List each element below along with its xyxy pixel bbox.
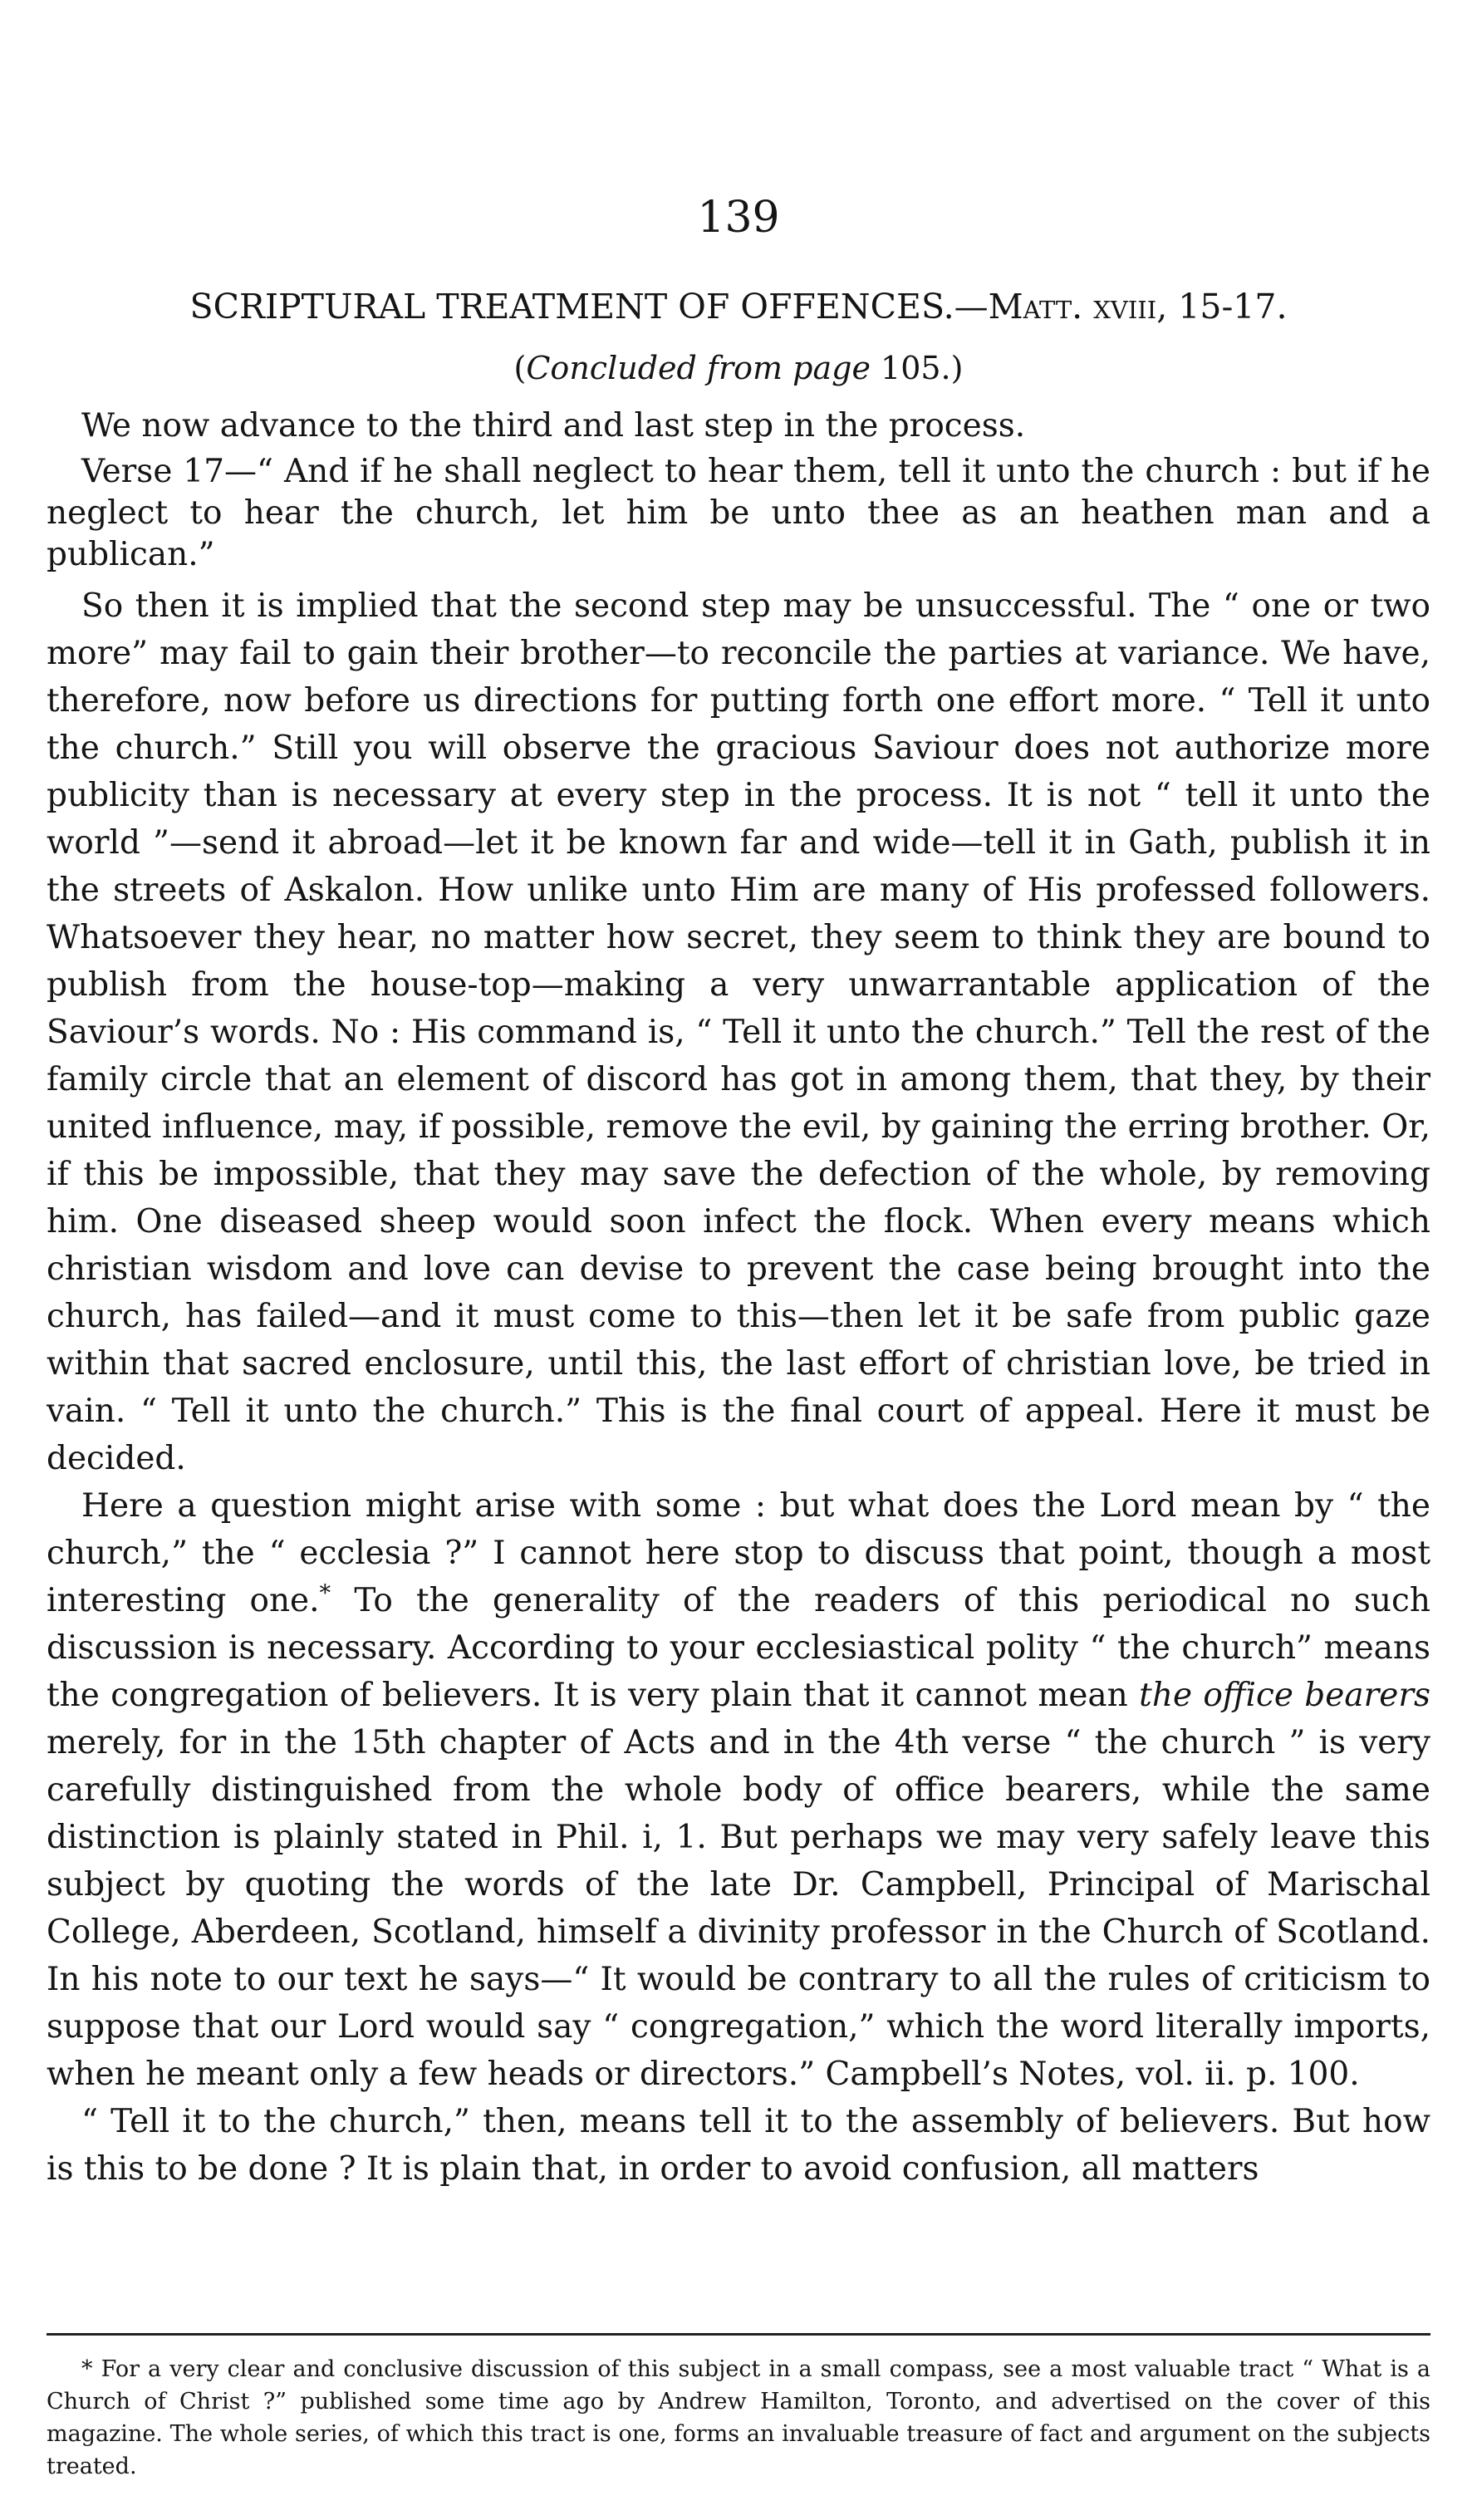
paragraph-church-meaning	[47, 1482, 1430, 2098]
footnote-divider	[47, 2333, 1430, 2336]
article-title-main: SCRIPTURAL TREATMENT OF OFFENCES.—	[189, 287, 989, 327]
paragraph-church-meaning-part2: To the generality of the readers of this periodical no such discussion is necessary. According to your ecclesiastical polity “ the church” means the congregation of believers. It is very plain that it cannot mean	[47, 1582, 1431, 1714]
continuation-open-paren: (	[513, 350, 527, 386]
continuation-label: Concluded from page	[526, 350, 871, 386]
footnote-reference-mark: *	[319, 1580, 331, 1607]
paragraph-tell-church: “ Tell it to the church,” then, means tell it to the assembly of believers. But how is this to be done ? It is plain that, in order to avoid confusion, all matters	[47, 2103, 1430, 2188]
continuation-close-paren: )	[950, 350, 964, 386]
paragraph-intro: We now advance to the third and last step in the process.	[81, 407, 1026, 445]
paragraph-church-meaning-part3: merely, for in the 15th chapter of Acts and in the 4th verse “ the church ” is very carefully distinguished from the whole body of office bearers, while the same distinction is plainly stated in Phil. i, 1. But perhaps we may very safely leave this subject by quoting the words of the late Dr. Campbell, Principal of Marischal College, Aberdeen, Scotland, himself a divinity professor in the Church of Scotland. In his note to our text he says—“ It would be contrary to all the rules of criticism to suppose that our Lord would say “ congregation,” which the word literally imports, when he meant only a few heads or directors.” Campbell’s Notes, vol. ii. p. 100.	[47, 1724, 1430, 2093]
paragraph-church-meaning-italic: the office bearers	[1139, 1677, 1430, 1714]
scripture-reference: Matt. xviii, 15-17.	[988, 287, 1288, 327]
footnote: * For a very clear and conclusive discussion of this subject in a small compass, see a most valuable tract “ What is a Church of Christ ?” published some time ago by Andrew Hamilton, Toronto, and advertised on the cover of this magazine. The whole series, of which this tract is one, forms an invaluable treasure of fact and argument on the subjects treated.	[47, 2356, 1430, 2479]
paragraph-second-step: So then it is implied that the second step may be unsuccessful. The “ one or two more” may fail to gain their brother—to reconcile the parties at variance. We have, therefore, now before us directions for putting forth one effort more. “ Tell it unto the church.” Still you will observe the gracious Saviour does not authorize more publicity than is necessary at every step in the process. It is not “ tell it unto the world ”—send it abroad—let it be known far and wide—tell it in Gath, publish it in the streets of Askalon. How unlike unto Him are many of His professed followers. Whatsoever they hear, no matter how secret, they seem to think they are bound to publish from the house-top—making a very unwarrantable application of the Saviour’s words. No : His command is, “ Tell it unto the church.” Tell the rest of the family circle that an element of discord has got in among them, that they, by their united influence, may, if possible, remove the evil, by gaining the erring brother. Or, if this be impossible, that they may save the defection of the whole, by removing him. One diseased sheep would soon infect the flock. When every means which christian wisdom and love can devise to prevent the case being brought into the church, has failed—and it must come to this—then let it be safe from public gaze within that sacred enclosure, until this, the last effort of christian love, be tried in vain. “ Tell it unto the church.” This is the final court of appeal. Here it must be decided.	[47, 587, 1430, 1477]
continuation-note	[47, 347, 1430, 389]
continuation-page: 105.	[870, 350, 951, 386]
article-body	[47, 402, 1430, 2193]
paragraph-church-meaning-part1: Here a question might arise with some : but what does the Lord mean by “ the church,” the “ ecclesia ?” I cannot here stop to discuss that point, though a most interesting one.	[47, 1487, 1430, 1619]
page-number: 139	[697, 193, 780, 243]
article-title	[47, 286, 1430, 327]
paragraph-verse-quote: Verse 17—“ And if he shall neglect to hear them, tell it unto the church : but if he neglect to hear the church, let him be unto thee as an heathen man and a publican.”	[47, 453, 1430, 573]
document-page	[47, 0, 1430, 2520]
